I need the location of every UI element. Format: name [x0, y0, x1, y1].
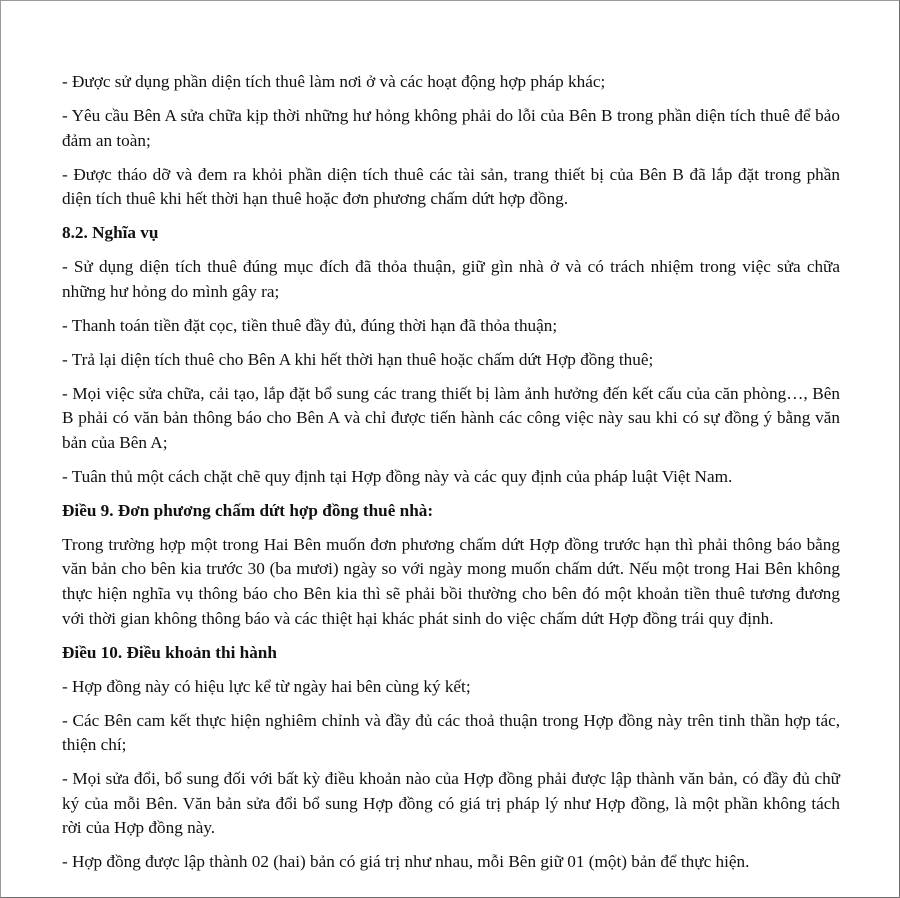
- paragraph-right-request-repairs: - Yêu cầu Bên A sửa chữa kịp thời những hư hỏng không phải do lỗi của Bên B trong phần diện tích thuê để bảo đảm an toàn;: [62, 105, 840, 150]
- section-heading-obligations: 8.2. Nghĩa vụ: [62, 223, 159, 243]
- paragraph-right-use-premises: - Được sử dụng phần diện tích thuê làm nơi ở và các hoạt động hợp pháp khác;: [62, 72, 606, 91]
- article-heading-termination: Điều 9. Đơn phương chấm dứt hợp đồng thuê nhà:: [62, 500, 434, 520]
- paragraph-execution-commitment: - Các Bên cam kết thực hiện nghiêm chỉnh và đầy đủ các thoả thuận trong Hợp đồng này trên tinh thần hợp tác, thiện chí;: [62, 710, 840, 755]
- paragraph-termination: Trong trường hợp một trong Hai Bên muốn đơn phương chấm dứt Hợp đồng trước hạn thì phải thông báo bằng văn bản cho bên kia trước 30 (ba mươi) ngày so với ngày mong muốn chấm dứt. Nếu một trong Hai Bên không thực hiện nghĩa vụ thông báo cho Bên kia thì sẽ phải bồi thường cho bên đó một khoản tiền thuê tương đương với thời gian không thông báo và các thiệt hại khác phát sinh do việc chấm dứt Hợp đồng trái quy định.: [62, 534, 840, 628]
- paragraph-obligation-renovation: - Mọi việc sửa chữa, cải tạo, lắp đặt bổ sung các trang thiết bị làm ảnh hưởng đến kết cấu của căn phòng…, Bên B phải có văn bản thông báo cho Bên A và chỉ được tiến hành các công việc này sau khi có sự đồng ý bằng văn bản của Bên A;: [62, 383, 840, 452]
- paragraph-obligation-compliance: - Tuân thủ một cách chặt chẽ quy định tại Hợp đồng này và các quy định của pháp luật Việt Nam.: [62, 466, 733, 486]
- document-body: [62, 70, 840, 884]
- paragraph-obligation-proper-use: - Sử dụng diện tích thuê đúng mục đích đã thỏa thuận, giữ gìn nhà ở và có trách nhiệm trong việc sửa chữa những hư hỏng do mình gây ra;: [62, 257, 840, 301]
- article-heading-execution: Điều 10. Điều khoản thi hành: [62, 642, 277, 662]
- paragraph-execution-amendments: - Mọi sửa đổi, bổ sung đối với bất kỳ điều khoản nào của Hợp đồng phải được lập thành văn bản, có đầy đủ chữ ký của mỗi Bên. Văn bản sửa đổi bổ sung Hợp đồng có giá trị pháp lý như Hợp đồng, là một phần không tách rời của Hợp đồng này.: [62, 769, 840, 838]
- paragraph-right-remove-assets: - Được tháo dỡ và đem ra khỏi phần diện tích thuê các tài sản, trang thiết bị của Bên B đã lắp đặt trong phần diện tích thuê khi hết thời hạn thuê hoặc đơn phương chấm dứt hợp đồng.: [62, 164, 840, 209]
- paragraph-obligation-payment: - Thanh toán tiền đặt cọc, tiền thuê đầy đủ, đúng thời hạn đã thỏa thuận;: [62, 315, 558, 335]
- paragraph-obligation-return: - Trả lại diện tích thuê cho Bên A khi hết thời hạn thuê hoặc chấm dứt Hợp đồng thuê;: [62, 349, 654, 369]
- paragraph-execution-effective: - Hợp đồng này có hiệu lực kể từ ngày hai bên cùng ký kết;: [62, 676, 471, 696]
- paragraph-execution-copies: - Hợp đồng được lập thành 02 (hai) bản có giá trị như nhau, mỗi Bên giữ 01 (một) bản để thực hiện.: [62, 852, 750, 872]
